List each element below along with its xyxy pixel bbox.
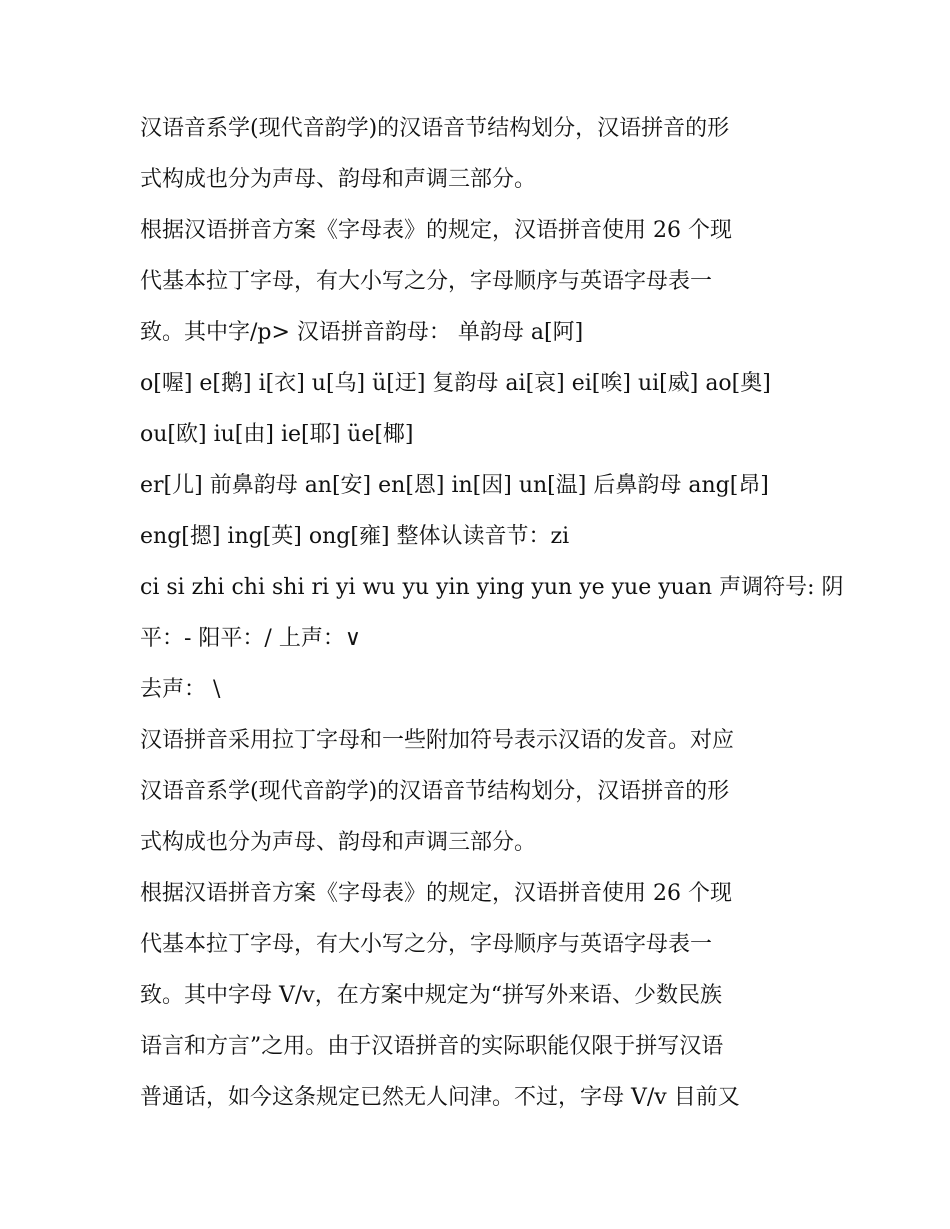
document-body [140, 103, 844, 1123]
text-line: eng[摁] ing[英] ong[雍] 整体认读音节：zi [140, 524, 570, 549]
text-line: 平：- 阳平：/ 上声：∨ [140, 626, 361, 651]
text-line: 致。其中字母 V/v，在方案中规定为“拼写外来语、少数民族 [140, 983, 722, 1008]
text-line: 代基本拉丁字母，有大小写之分，字母顺序与英语字母表一 [140, 932, 713, 957]
text-line: 式构成也分为声母、韵母和声调三部分。 [140, 830, 537, 855]
text-line: ci si zhi chi shi ri yi wu yu yin ying yun ye yue yuan 声调符号: 阴 [140, 575, 844, 600]
text-line: 汉语音系学(现代音韵学)的汉语音节结构划分，汉语拼音的形 [140, 116, 730, 141]
text-line: 根据汉语拼音方案《字母表》的规定，汉语拼音使用 26 个现 [140, 218, 732, 243]
text-line: 代基本拉丁字母，有大小写之分，字母顺序与英语字母表一 [140, 269, 713, 294]
text-line: 致。其中字/p> 汉语拼音韵母： 单韵母 a[阿] [140, 320, 584, 345]
text-line: 汉语拼音采用拉丁字母和一些附加符号表示汉语的发音。对应 [140, 728, 735, 753]
text-line: 去声： \ [140, 677, 221, 702]
text-line: 根据汉语拼音方案《字母表》的规定，汉语拼音使用 26 个现 [140, 881, 732, 906]
text-line: 式构成也分为声母、韵母和声调三部分。 [140, 167, 537, 192]
text-line: 语言和方言”之用。由于汉语拼音的实际职能仅限于拼写汉语 [140, 1034, 724, 1059]
text-line: er[儿] 前鼻韵母 an[安] en[恩] in[因] un[温] 后鼻韵母 ang[昂] [140, 473, 769, 498]
text-line: ou[欧] iu[由] ie[耶] üe[椰] [140, 422, 414, 447]
text-line: 普通话，如今这条规定已然无人问津。不过，字母 V/v 目前又 [140, 1085, 740, 1110]
text-line: 汉语音系学(现代音韵学)的汉语音节结构划分，汉语拼音的形 [140, 779, 730, 804]
text-line: o[喔] e[鹅] i[衣] u[乌] ü[迂] 复韵母 ai[哀] ei[唉] ui[威] ao[奥] [140, 371, 771, 396]
